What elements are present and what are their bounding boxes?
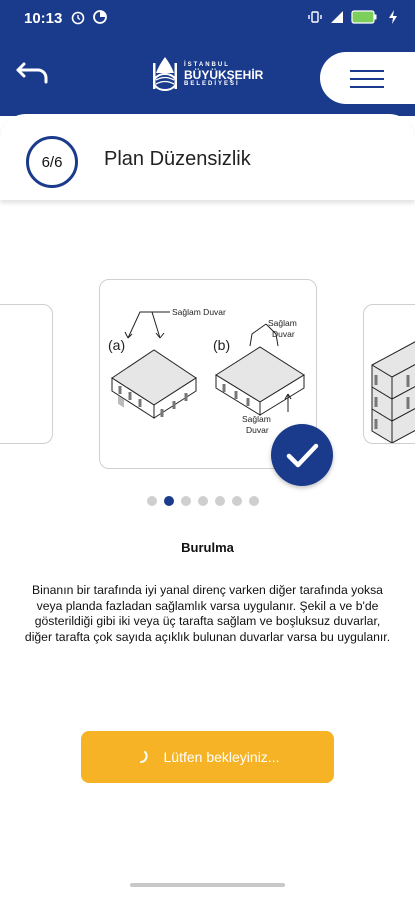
carousel-pagination (147, 496, 259, 506)
status-icons-right (307, 9, 401, 25)
section-description: Binanın bir tarafında iyi yanal direnç varken diğer tarafında yoksa veya planda fazladan sağlamlık varsa uygulanır. Şekil a ve b'de gösterildiği gibi iki veya üç tarafta sağlam ve boşluksuz duvarlar, diğer tarafta çok sayıda açıklık bulunan duvarlar varsa bu uygulanır. (24, 583, 391, 644)
section-title: Burulma (181, 540, 234, 555)
label-a: (a) (108, 337, 126, 353)
vibrate-icon (307, 9, 323, 25)
building-a-drawing (112, 350, 196, 418)
carousel-card-next[interactable] (363, 304, 415, 444)
alarm-icon (70, 9, 86, 25)
page-dot[interactable] (249, 496, 259, 506)
status-icons-left (70, 9, 108, 25)
logo-line-2: BÜYÜKŞEHİR (184, 67, 264, 82)
logo-line-3: BELEDİYESİ (184, 81, 240, 88)
strong-wall-label-b1: Sağlam (268, 318, 297, 328)
strong-wall-label-c1: Sağlam (242, 414, 271, 424)
app-header (0, 36, 415, 116)
logo-line-1: İSTANBUL (184, 62, 230, 69)
page-dot-active[interactable] (164, 496, 174, 506)
status-bar (0, 0, 415, 36)
label-b: (b) (213, 337, 231, 353)
page-dot[interactable] (147, 496, 157, 506)
step-header-card (0, 114, 415, 200)
selected-check-button[interactable] (271, 424, 333, 486)
back-arrow-icon[interactable] (14, 56, 54, 88)
battery-icon (351, 10, 379, 24)
multistory-building-drawing (364, 305, 415, 444)
signal-icon (329, 9, 345, 25)
strong-wall-label-a: Sağlam Duvar (172, 307, 226, 317)
ibb-logo (150, 52, 270, 98)
menu-button[interactable] (320, 52, 415, 104)
page-dot[interactable] (198, 496, 208, 506)
loading-spinner-icon (136, 750, 150, 764)
step-counter-badge: 6/6 (26, 136, 78, 188)
carousel-card-previous[interactable] (0, 304, 53, 444)
loading-button[interactable] (81, 731, 334, 783)
building-b-drawing (216, 347, 304, 415)
loading-button-label: Lütfen bekleyiniz... (163, 749, 280, 765)
step-title: Plan Düzensizlik (104, 148, 251, 170)
charging-icon (385, 9, 401, 25)
page-dot[interactable] (232, 496, 242, 506)
status-time: 10:13 (24, 10, 63, 27)
strong-wall-label-c2: Duvar (246, 425, 269, 435)
page-dot[interactable] (181, 496, 191, 506)
strong-wall-label-b2: Duvar (272, 329, 295, 339)
gesture-navigation-bar[interactable] (130, 883, 285, 887)
checkmark-icon (271, 424, 333, 486)
page-dot[interactable] (215, 496, 225, 506)
mosque-emblem-icon (150, 55, 180, 95)
hamburger-menu-icon (350, 70, 384, 94)
data-saver-icon (92, 9, 108, 25)
